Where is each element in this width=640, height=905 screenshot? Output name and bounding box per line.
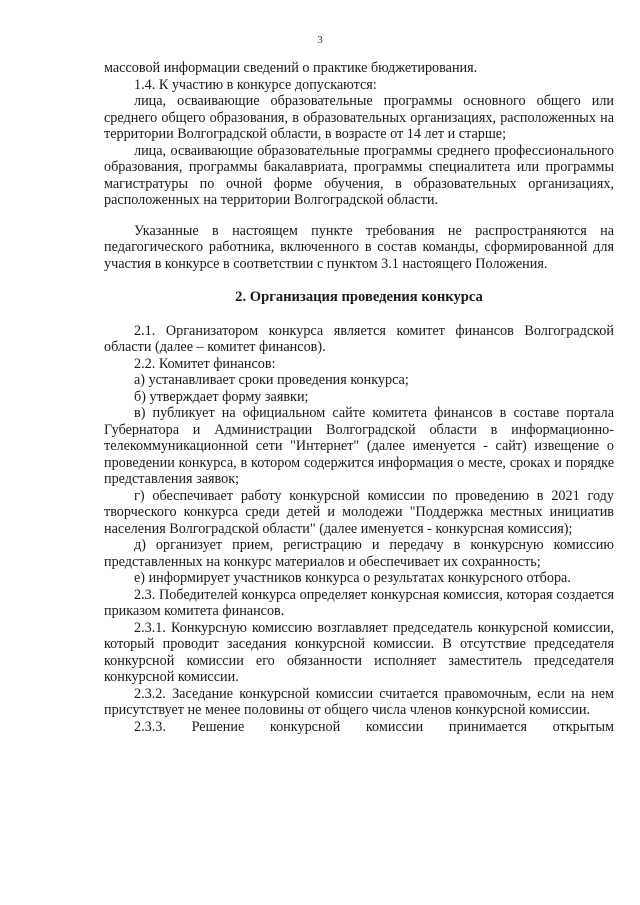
page-number: 3 — [317, 34, 323, 46]
paragraph: в) публикует на официальном сайте комитета финансов в составе портала Губернатора и Администрации Волгоградской области в информационно-телекоммуникационной сети "Интернет" (далее именуется - сайт) извещение о проведении конкурса, в котором содержится информация о месте, сроках и порядке представления заявок; — [104, 405, 614, 487]
paragraph: д) организует прием, регистрацию и передачу в конкурсную комиссию представленных на конкурс материалов и обеспечивает их сохранность; — [104, 537, 614, 570]
paragraph: лица, осваивающие образовательные программы среднего профессионального образования, программы бакалавриата, программы специалитета или программы магистратуры по очной форме обучения, в образовательных организациях, расположенных на территории Волгоградской области. — [104, 142, 614, 208]
paragraph: 2.3.3. Решение конкурсной комиссии принимается открытым — [134, 718, 614, 735]
document-body — [104, 60, 614, 735]
paragraph: 2.1. Организатором конкурса является комитет финансов Волгоградской области (далее – комитет финансов). — [104, 322, 614, 355]
paragraph: 1.4. К участию в конкурсе допускаются: — [134, 76, 377, 93]
section-heading: 2. Организация проведения конкурса — [235, 289, 483, 305]
paragraph: массовой информации сведений о практике бюджетирования. — [104, 60, 478, 76]
paragraph: а) устанавливает сроки проведения конкурса; — [134, 372, 409, 388]
paragraph: 2.2. Комитет финансов: — [134, 355, 276, 372]
paragraph: лица, осваивающие образовательные программы основного общего или среднего общего образования, в образовательных организациях, расположенных на территории Волгоградской области, в возрасте от 14 лет и старше; — [104, 93, 614, 142]
paragraph: г) обеспечивает работу конкурсной комиссии по проведению в 2021 году творческого конкурса среди детей и молодежи "Поддержка местных инициатив населения Волгоградской области" (далее именуется - конкурсная комиссия); — [104, 487, 614, 537]
paragraph: 2.3.1. Конкурсную комиссию возглавляет председатель конкурсной комиссии, который проводит заседания конкурсной комиссии. В отсутствие председателя конкурсной комиссии его обязанности исполняет заместитель председателя конкурсной комиссии. — [104, 619, 614, 685]
paragraph: Указанные в настоящем пункте требования не распространяются на педагогического работника, включенного в состав команды, сформированной для участия в конкурсе в соответствии с пунктом 3.1 настоящего Положения. — [104, 222, 614, 272]
paragraph: б) утверждает форму заявки; — [134, 388, 309, 405]
paragraph: 2.3. Победителей конкурса определяет конкурсная комиссия, которая создается приказом комитета финансов. — [104, 586, 614, 619]
paragraph: 2.3.2. Заседание конкурсной комиссии считается правомочным, если на нем присутствует не менее половины от общего числа членов конкурсной комиссии. — [104, 685, 614, 718]
paragraph: е) информирует участников конкурса о результатах конкурсного отбора. — [134, 570, 571, 586]
